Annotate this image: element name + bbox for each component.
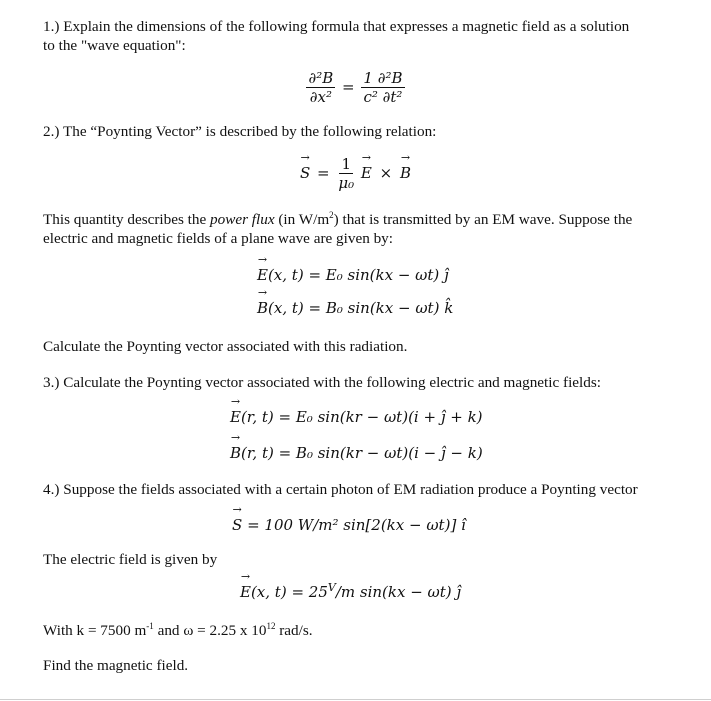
q4-efield-text-b: sin(kx − ωt) ĵ (355, 583, 462, 601)
wave-eq-lhs-num: ∂²B (308, 69, 334, 87)
q3-field-E-text: (r, t) = E₀ sin(kr − ωt)(i + ĵ + k) (240, 408, 483, 426)
q1-line1: 1.) Explain the dimensions of the following formula that expresses a magnetic field as a solution (43, 18, 630, 35)
q2-desc1-b: (in W/m (274, 211, 330, 228)
q4-with-c: rad/s. (275, 622, 313, 639)
poynting-equals: = (317, 163, 330, 182)
poynting-fraction (336, 156, 356, 191)
wave-equation (0, 70, 711, 105)
bottom-divider (0, 699, 711, 700)
q2-desc1-em: power flux (210, 211, 275, 228)
q4-efield-unit-v: V (327, 581, 336, 594)
q2-field-E-symbol: → E (257, 266, 268, 284)
q2-desc1-sup: 2 (329, 209, 334, 220)
q4-efield-unit-m: /m (335, 583, 356, 601)
q2-field-E-text: (x, t) = E₀ sin(kx − ωt) ĵ (267, 266, 449, 284)
poynting-times: × (379, 163, 393, 182)
poynting-S: → S (300, 164, 310, 182)
poynting-frac-num: 1 (341, 155, 352, 173)
poynting-frac-den: μ₀ (338, 174, 355, 192)
q4-poynting-symbol: → S (232, 516, 242, 534)
q4-line1: 4.) Suppose the fields associated with a certain photon of EM radiation produce a Poynting vector (43, 481, 638, 498)
q3-field-E-symbol: → E (230, 408, 241, 426)
poynting-definition (0, 156, 711, 191)
q4-with-sup2: 12 (266, 620, 276, 631)
q2-field-B-symbol: → B (257, 299, 268, 317)
wave-eq-equals: = (342, 77, 355, 96)
wave-eq-lhs-den: ∂x² (309, 88, 332, 106)
q2-field-B-text: (x, t) = B₀ sin(kx − ωt) k̂ (268, 299, 454, 317)
q4-with (43, 621, 313, 640)
wave-eq-rhs-den: c² ∂t² (363, 88, 403, 106)
q3-field-B-text: (r, t) = B₀ sin(kr − ωt)(i − ĵ − k) (241, 444, 483, 462)
q4-efield-intro: The electric field is given by (43, 551, 218, 568)
q2-desc2: electric and magnetic fields of a plane wave are given by: (43, 230, 393, 247)
q4-with-a: With k = 7500 m (43, 622, 147, 639)
q4-with-b: and ω = 2.25 x 10 (153, 622, 267, 639)
q2-desc1-a: This quantity describes the (43, 211, 211, 228)
q4-poynting-text: = 100 W/m² sin[2(kx − ωt)] î (247, 516, 466, 534)
q4-efield-text-a: (x, t) = 25 (250, 583, 328, 601)
q4-find: Find the magnetic field. (43, 657, 189, 674)
poynting-B: → B (400, 164, 411, 182)
q2-desc1 (43, 210, 632, 229)
q3-line1: 3.) Calculate the Poynting vector associated with the following electric and magnetic fields: (43, 374, 601, 391)
wave-eq-rhs-num: 1 ∂²B (363, 69, 403, 87)
q1-line2: to the "wave equation": (43, 37, 186, 54)
wave-eq-lhs (306, 70, 335, 105)
q2-ask: Calculate the Poynting vector associated with this radiation. (43, 338, 408, 355)
q4-with-sup1: -1 (146, 620, 154, 631)
q3-field-B-symbol: → B (230, 444, 241, 462)
q2-line1: 2.) The “Poynting Vector” is described by the following relation: (43, 123, 437, 140)
q4-efield-symbol: → E (240, 583, 251, 601)
wave-eq-rhs (361, 70, 404, 105)
q2-desc1-c: ) that is transmitted by an EM wave. Suppose the (333, 211, 633, 228)
poynting-E: → E (361, 164, 372, 182)
